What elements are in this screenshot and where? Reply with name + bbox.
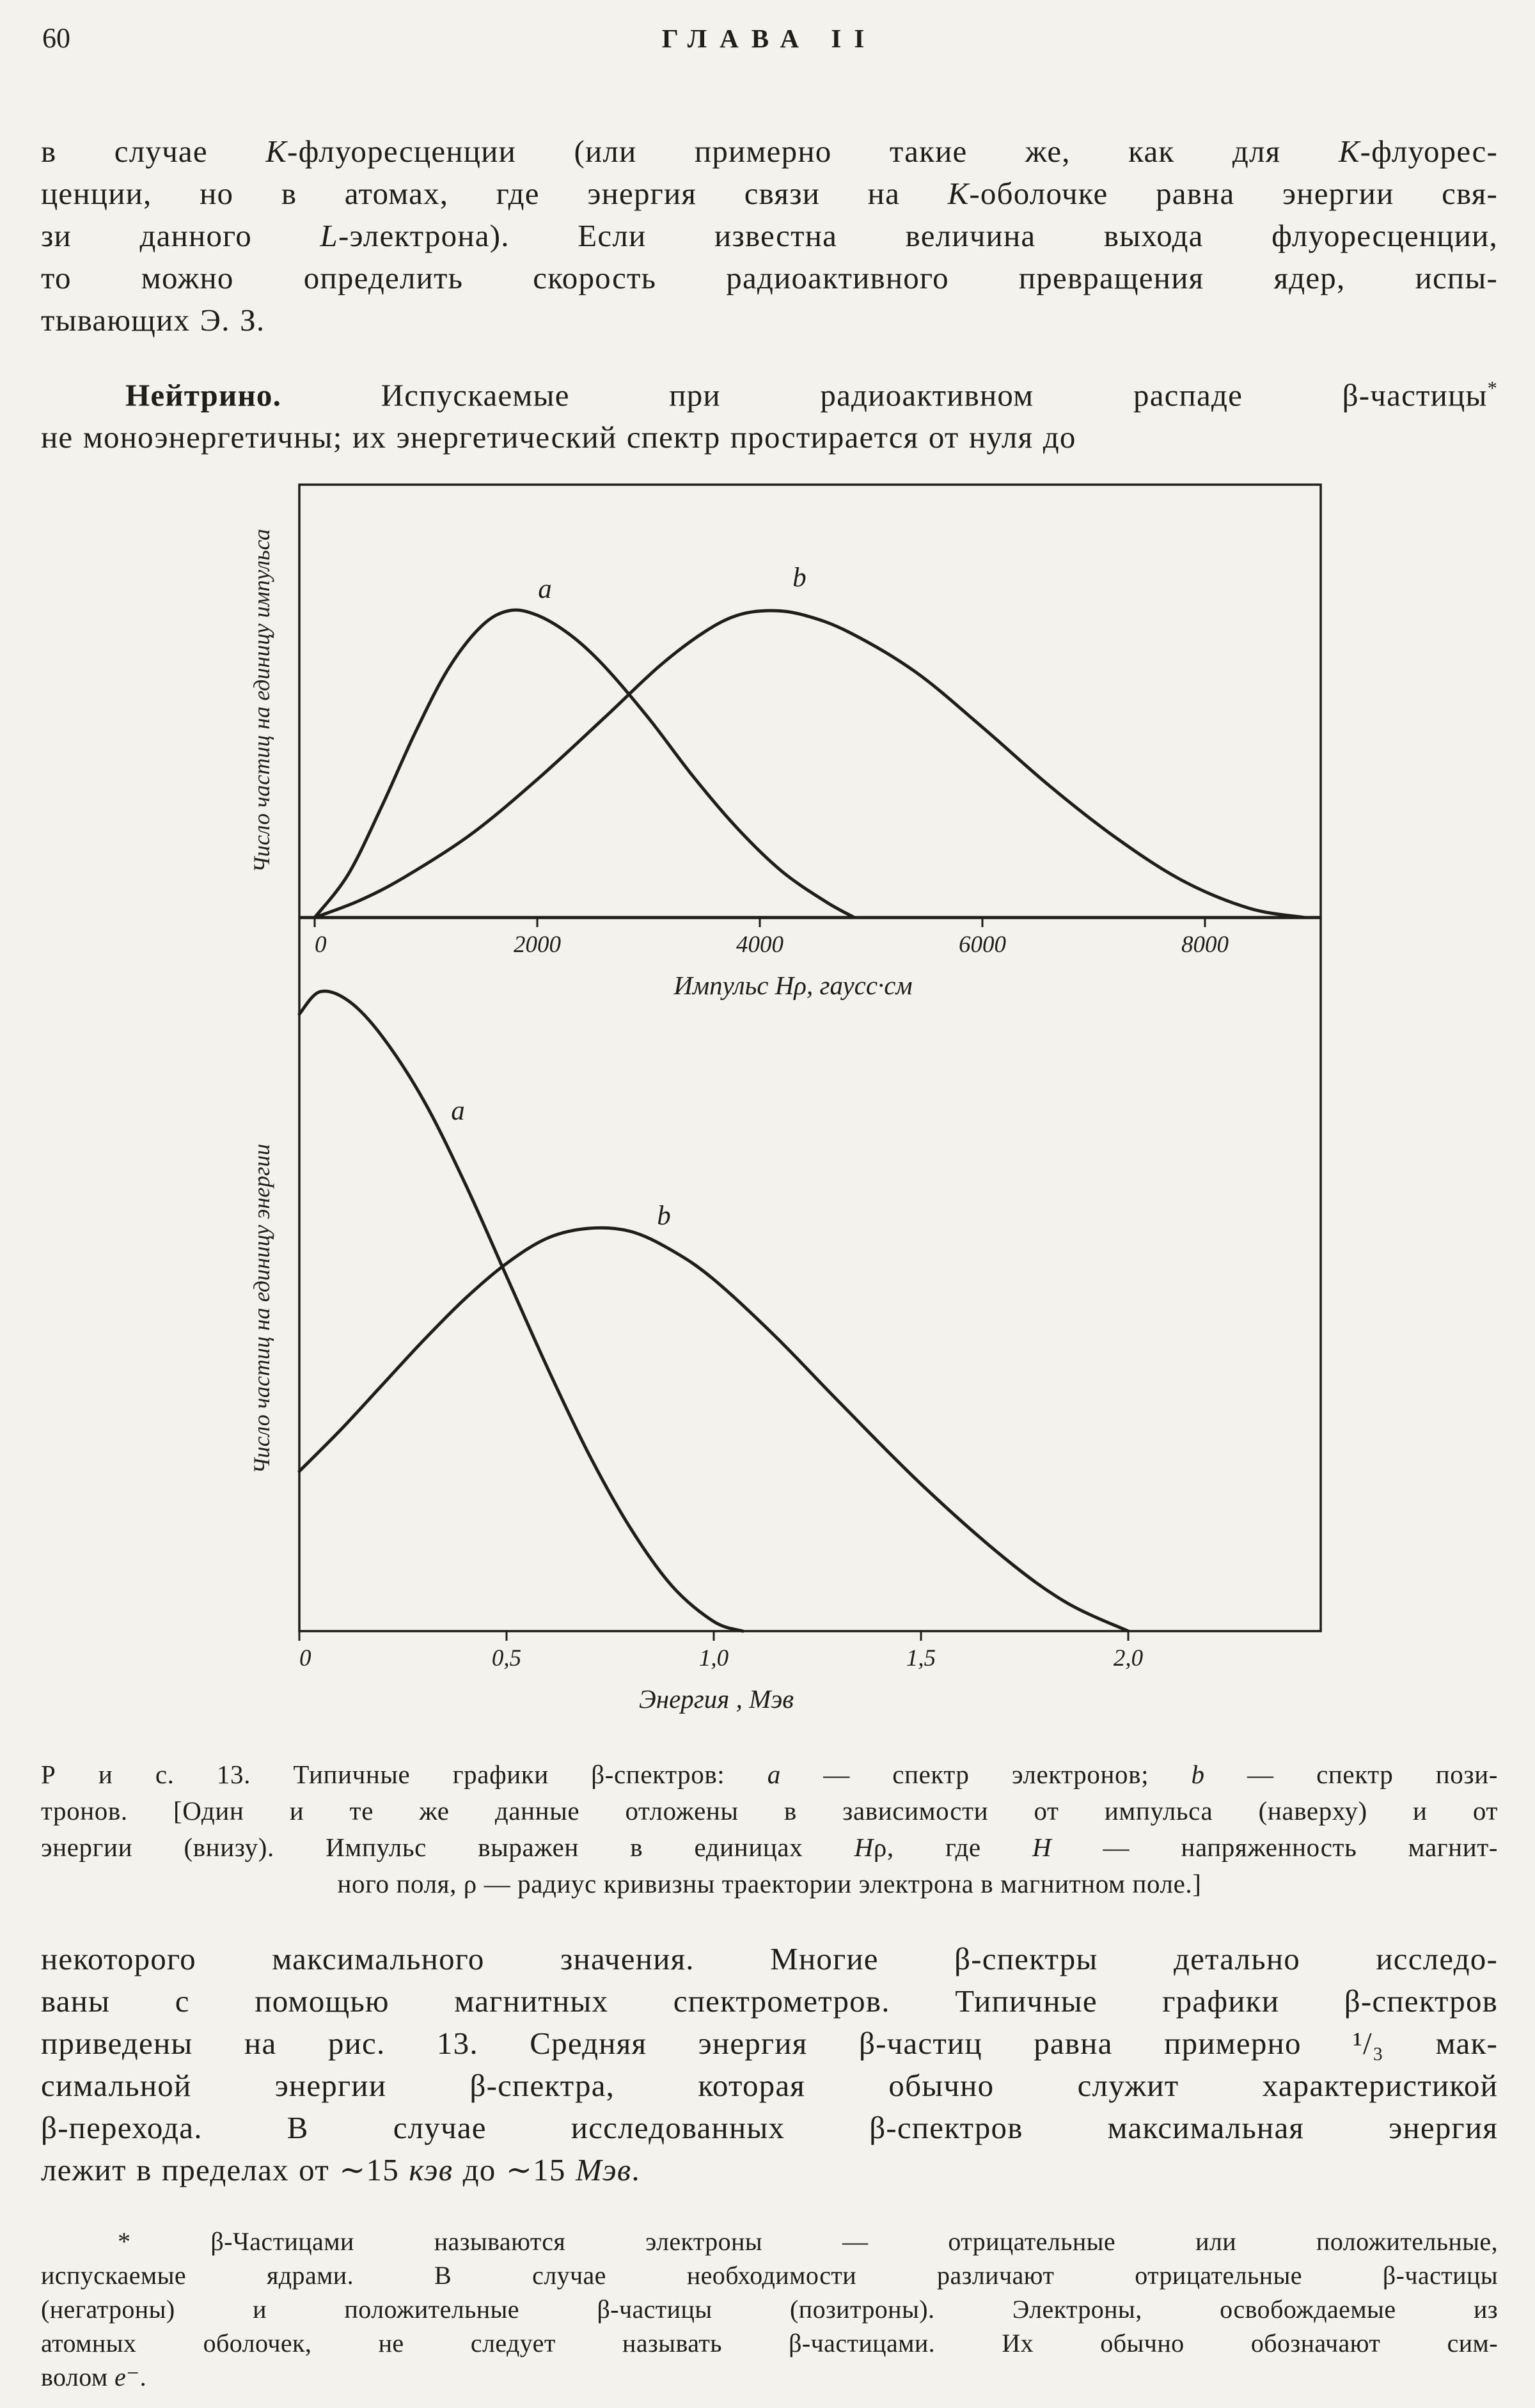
text-line: тронов. [Один и те же данные отложены в зависимости от импульса (наверху) и от: [41, 1796, 1498, 1826]
curve-b: [315, 611, 1305, 918]
text-line: β-перехода. В случае исследованных β-спектров максимальная энергия: [41, 2110, 1498, 2146]
x-tick-label: 0,5: [491, 1645, 522, 1672]
text-line: приведены на рис. 13. Средняя энергия β-частиц равна примерно ¹/₃ мак-: [41, 2026, 1498, 2061]
curve-b: [299, 1228, 1128, 1632]
curve-label-b: b: [792, 563, 807, 593]
x-tick-label: 8000: [1181, 932, 1229, 958]
chapter-heading: ГЛАВА II: [661, 24, 878, 53]
x-axis-title: Энергия , Мэв: [638, 1684, 794, 1714]
text-line: волом e⁻.: [41, 2363, 147, 2392]
text-line: Р и с. 13. Типичные графики β-спектров: a — спектр электронов; b — спектр пози-: [41, 1760, 1498, 1790]
y-axis-title: Число частиц на единицу импульса: [249, 529, 274, 873]
text-line: Нейтрино. Испускаемые при радиоактивном распаде β-частицы*: [125, 377, 1498, 413]
text-line: энергии (внизу). Импульс выражен в единицах Нρ, где Н — напряженность магнит-: [41, 1833, 1499, 1863]
figure-frame: [299, 485, 1321, 1631]
text-line: некоторого максимального значения. Многие β-спектры детально исследо-: [41, 1941, 1498, 1977]
text-line: симальной энергии β-спектра, которая обычно служит характеристикой: [41, 2068, 1498, 2104]
x-axis-title: Импульс Нρ, гаусс·см: [673, 971, 913, 1001]
page-header: [41, 22, 1498, 64]
curve-a: [315, 610, 854, 918]
text-line: то можно определить скорость радиоактивного превращения ядер, испы-: [41, 260, 1498, 295]
text-line: атомных оболочек, не следует называть β-частицами. Их обычно обозначают сим-: [41, 2329, 1498, 2358]
x-tick-label: 0: [299, 1645, 311, 1672]
curve-a: [299, 991, 743, 1631]
text-line: испускаемые ядрами. В случае необходимости различают отрицательные β-частицы: [41, 2261, 1498, 2290]
text-line: тывающих Э. З.: [41, 302, 265, 338]
x-tick-label: 6000: [959, 932, 1006, 958]
footnote: [41, 2224, 1498, 2394]
text-line: не моноэнергетичны; их энергетический спектр простирается от нуля до: [41, 419, 1076, 455]
x-tick-label: 1,5: [906, 1645, 936, 1672]
x-tick-label: 4000: [736, 932, 783, 958]
paragraph-neutrino: [41, 367, 1498, 458]
x-tick-label: 2,0: [1113, 1645, 1144, 1672]
text-line: (негатроны) и положительные β-частицы (позитроны). Электроны, освобождаемые из: [41, 2295, 1498, 2324]
x-tick-label: 0: [315, 932, 327, 958]
beta-spectra-chart: [0, 470, 1535, 1741]
text-line: в случае К-флуоресценции (или примерно такие же, как для К-флуорес-: [41, 134, 1498, 169]
text-line: лежит в пределах от ∼15 кэв до ∼15 Мэв.: [41, 2152, 640, 2188]
text-line: ваны с помощью магнитных спектрометров. Типичные графики β-спектров: [41, 1983, 1498, 2019]
y-axis-title: Число частиц на единицу энергии: [249, 1144, 274, 1474]
text-line: * β-Частицами называются электроны — отрицательные или положительные,: [118, 2227, 1498, 2256]
text-line: ного поля, ρ — радиус кривизны траектории электрона в магнитном поле.]: [337, 1869, 1202, 1899]
curve-label-a: a: [538, 574, 552, 605]
figure-13: [0, 470, 1498, 1741]
text-line: зи данного L-электрона). Если известна величина выхода флуоресценции,: [41, 218, 1498, 253]
text-line: ценции, но в атомах, где энергия связи на К-оболочке равна энергии свя-: [41, 176, 1498, 211]
page-number: 60: [42, 22, 70, 54]
figure-caption: [41, 1756, 1498, 1902]
curve-label-b: b: [657, 1201, 671, 1231]
paragraph-k-fluorescence: [41, 130, 1498, 341]
x-tick-label: 1,0: [698, 1645, 729, 1672]
x-tick-label: 2000: [514, 932, 561, 958]
curve-label-a: a: [451, 1096, 465, 1127]
paragraph-beta-spectra: [41, 1938, 1498, 2191]
